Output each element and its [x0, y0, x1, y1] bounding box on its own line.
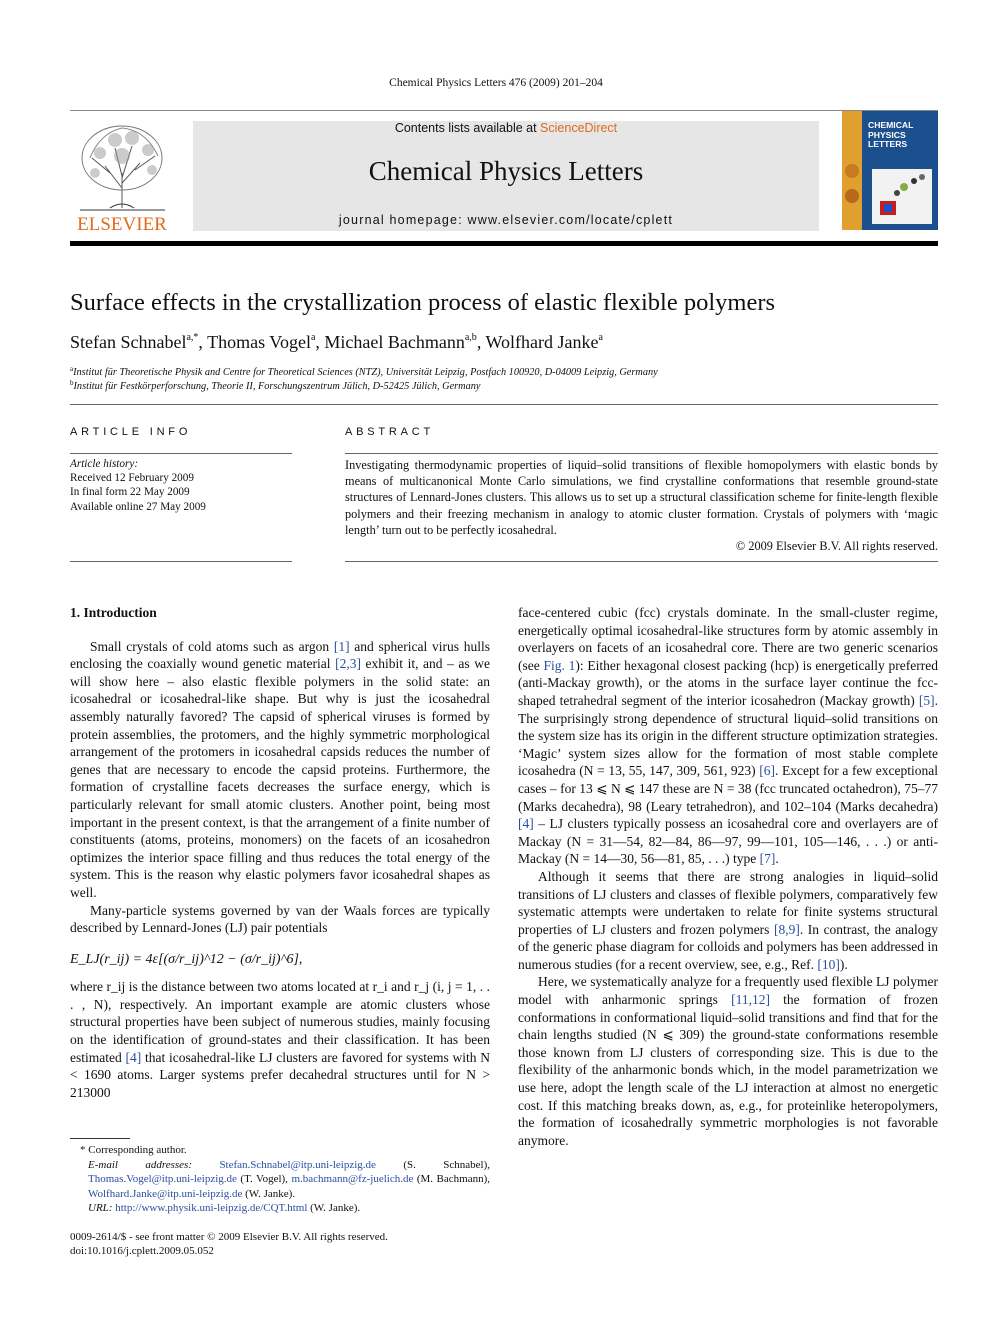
divider — [70, 453, 292, 454]
contents-line — [193, 121, 819, 135]
journal-citation: Chemical Physics Letters 476 (2009) 201–204 — [389, 77, 603, 89]
text-run: Although it seems that there are strong analogies in liquid–solid transitions of LJ clusters and classes of flexible polymers, comparatively few systematic attempts were undertaken to relate for finite systems structural properties of LJ clusters and frozen polymers — [518, 868, 938, 937]
journal-title: Chemical Physics Letters — [368, 156, 644, 186]
reference-link[interactable]: [5] — [918, 692, 935, 708]
url-link[interactable]: http://www.physik.uni-leipzig.de/CQT.html — [115, 1202, 308, 1215]
divider — [70, 404, 938, 405]
doi-line[interactable]: doi:10.1016/j.cplett.2009.05.052 — [70, 1245, 214, 1258]
text-run: Small crystals of cold atoms such as argon — [90, 638, 334, 654]
email-note — [70, 1158, 490, 1202]
online-date: Available online 27 May 2009 — [70, 500, 206, 513]
email-link[interactable]: m.bachmann@fz-juelich.de — [291, 1173, 414, 1186]
article-title: Surface effects in the crystallization process of elastic flexible polymers — [70, 289, 776, 316]
contents-prefix: Contents lists available at — [394, 121, 541, 135]
abstract-text: Investigating thermodynamic properties of liquid–solid transitions of flexible homopolymers with elastic bonds by means of multicanonical Monte Carlo simulations, we find crystalline conformations that resemble ground-state structures of Lennard-Jones clusters. This allows us to set up a structural classification scheme for finite-length flexible polymers and their freezing mechanism in analogy to atomic cluster formation. Crystals of polymers with ‘magic length’ turn out to be perfectly icosahedral. — [345, 458, 938, 537]
email-owner: (M. Bachmann), — [413, 1173, 491, 1186]
affiliation-text: Institut für Festkörperforschung, Theorie II, Forschungszentrum Jülich, D-52425 Jülich, Germany — [73, 381, 481, 392]
text-run: ). — [839, 956, 848, 972]
lj-equation: E_LJ(r_ij) = 4ε[(σ/r_ij)^12 − (σ/r_ij)^6], — [70, 951, 303, 967]
abstract-copyright: © 2009 Elsevier B.V. All rights reserved. — [735, 539, 938, 554]
reference-link[interactable]: [2,3] — [335, 656, 361, 672]
text-run: exhibit it, and – as we will show here – also elastic flexible polymers in the solid state: an icosahedral or icosahedral-like shape. But why is just the icosahedral assembly naturally favored? The capsid of spherical viruses is formed by protein assemblies, the protomers, and the highly symmetric morphological arrangement of the protomers in icosahedral capsids reduces the number of genes that are necessary to encode the capsid proteins. Furthermore, the formation of crystalline facets decreases the surface energy, which is particularly relevant for small atomic clusters. Another point, being most important in the present context, is that the arrangement of a finite number of constituents (atoms, proteins, monomers) on the facets of an icosahedron optimizes the interior space filling and thus reduces the total energy of the system. This is the reason why elastic polymers favor icosahedral shapes as well. — [70, 656, 490, 900]
url-label: URL: — [88, 1202, 113, 1215]
url-note — [70, 1201, 490, 1216]
email-label: E-mail addresses: — [88, 1158, 193, 1171]
footnotes — [70, 1143, 490, 1216]
article-history — [70, 457, 292, 514]
text-run: face-centered cubic (fcc) crystals dominate. In the small-cluster regime, energetically optimal icosahedral-like structures form by atomic assembly in overlayers on facets of an icosahedral core. There are two generic scenarios (see — [518, 605, 938, 673]
paragraph: Many-particle systems governed by van der Waals forces are typically described by Lennard-Jones (LJ) pair potentials — [70, 902, 490, 936]
author-list: Stefan Schnabel$^{a,*}$, Thomas Vogel$^a$, Michael Bachmann$^{a,b}$, Wolfhard Janke$^a$ — [70, 332, 603, 352]
reference-link[interactable]: [10] — [817, 956, 840, 972]
reference-link[interactable]: [4] — [125, 1049, 142, 1065]
elsevier-tree-icon — [70, 118, 175, 236]
text-run: . Except for a few exceptional cases – for 13 ⩽ N ⩽ 147 these are N = 38 (fcc truncated octahedron), 75–77 (Marks decahedra), 98 (Leary tetrahedron), and 102–104 (Marks decahedra) — [518, 763, 939, 814]
paragraph — [518, 973, 938, 1149]
reference-link[interactable]: [11,12] — [731, 992, 770, 1008]
journal-homepage[interactable]: journal homepage: www.elsevier.com/locate/cplett — [338, 213, 674, 227]
left-column — [70, 604, 490, 1101]
divider — [70, 561, 292, 562]
email-link[interactable]: Thomas.Vogel@itp.uni-leipzig.de — [88, 1173, 237, 1186]
received-date: Received 12 February 2009 — [70, 472, 194, 485]
reference-link[interactable]: [8,9] — [773, 921, 800, 937]
affiliation-sup: b — [70, 379, 74, 387]
affiliation — [70, 379, 938, 392]
history-label: Article history: — [70, 458, 139, 470]
reference-link[interactable]: [7] — [759, 851, 776, 867]
issn-line: 0009-2614/$ - see front matter © 2009 Elsevier B.V. All rights reserved. — [70, 1231, 388, 1243]
text-run: ): Either hexagonal closest packing (hcp) is energetically preferred (anti-Mackay growth), or the atoms in the surface layer continue the fcc-shaped tetrahedral segment of the interior icosahedron (Mackay growth) — [518, 657, 938, 708]
author-sup: a — [598, 332, 603, 343]
author-sup: a,* — [186, 332, 199, 343]
text-run: the formation of frozen conformations in conformational liquid–solid transitions and find that for the chain lengths studied (N ⩽ 309) the ground-state conformations resemble those known from LJ clusters of corresponding size. This is due to the flexibility of the anharmonic bonds which, in the model parametrization we use here, adopt the length scale of the LJ interaction at almost no energetic cost. If this matching breaks down, as, e.g., for proteinlike heteropolymers, the formation of icosahedrally symmetric morphologies is not favorable anymore. — [518, 992, 938, 1148]
paragraph — [70, 978, 490, 1101]
text-run: . The surprisingly strong dependence of structural liquid–solid transitions on the system size has its origin in the different structure optimization strategies. ‘Magic’ system sizes allow for the formation of most stable complete icosahedra (N = 13, 55, 147, 309, 561, 923) — [518, 692, 938, 779]
reference-link[interactable]: [4] — [518, 816, 534, 832]
url-owner: (W. Janke). — [307, 1202, 361, 1215]
journal-cover-image[interactable] — [842, 111, 938, 230]
section-heading: 1. Introduction — [70, 605, 157, 620]
corresponding-note: * Corresponding author. — [80, 1144, 187, 1156]
author-name: Wolfhard Janke — [485, 332, 599, 352]
text-run: Here, we systematically analyze for a frequently used flexible LJ polymer model with anharmonic springs — [518, 974, 938, 1008]
email-owner: (W. Janke). — [242, 1187, 296, 1200]
paragraph — [518, 868, 938, 974]
masthead-bottom-rule — [70, 241, 938, 246]
footnote-rule — [70, 1138, 130, 1139]
divider — [345, 561, 938, 562]
paragraph — [70, 638, 490, 902]
text-run: that icosahedral-like LJ clusters are favored for systems with N < 1690 atoms. Larger systems prefer decahedral structures until for N > 213000 — [70, 1049, 491, 1100]
text-run: – LJ clusters typically possess an icosahedral core and overlayers are of Mackay (N = 31—54, 82—84, 86—97, 99—101, 105—146, . . .) or anti-Mackay (N = 14—30, 56—81, 85, . . .) type — [518, 816, 938, 867]
affiliation-sup: a — [70, 365, 74, 373]
reference-link[interactable]: Fig. 1 — [543, 657, 576, 673]
abstract-body — [345, 457, 938, 554]
reference-link[interactable]: [1] — [333, 638, 350, 654]
author-sup: a — [310, 332, 316, 343]
email-owner: (T. Vogel), — [236, 1173, 292, 1186]
reference-link[interactable]: [6] — [759, 763, 776, 779]
front-matter — [70, 1230, 490, 1259]
text-run: where r_ij is the distance between two atoms located at r_i and r_j (i, j = 1, . . . , N), respectively. An important example are atomic clusters whose structural properties have been subject of numerous studies, mainly focusing on the identification of ground-states and their classification. It has been estimated — [70, 979, 490, 1065]
author-name: Stefan Schnabel — [70, 332, 187, 352]
elsevier-wordmark: ELSEVIER — [77, 214, 167, 235]
text-run: . — [775, 851, 779, 867]
right-column — [518, 604, 938, 1149]
affiliation — [70, 365, 938, 378]
article-info-heading: ARTICLE INFO — [70, 426, 192, 438]
text-run: and spherical virus hulls enclosing the coaxially wound genetic material — [70, 638, 490, 672]
email-link[interactable]: Wolfhard.Janke@itp.uni-leipzig.de — [88, 1187, 243, 1200]
paragraph — [518, 604, 938, 868]
divider — [345, 453, 938, 454]
cover-title: CHEMICAL PHYSICS LETTERS — [868, 120, 914, 149]
author-name: Michael Bachmann — [324, 332, 465, 352]
email-link[interactable]: Stefan.Schnabel@itp.uni-leipzig.de — [219, 1158, 376, 1171]
elsevier-logo[interactable] — [70, 118, 175, 236]
affiliation-text: Institut für Theoretische Physik and Centre for Theoretical Sciences (NTZ), Universität Leipzig, Postfach 100920, D-04009 Leipzig, Germany — [73, 367, 658, 378]
final-form-date: In final form 22 May 2009 — [70, 486, 190, 499]
cover-graphic-icon — [842, 111, 938, 230]
sciencedirect-link[interactable]: ScienceDirect — [540, 121, 618, 135]
author-sup: a,b — [464, 332, 477, 343]
masthead-top-rule — [70, 110, 938, 111]
abstract-heading: ABSTRACT — [345, 426, 435, 438]
author-name: Thomas Vogel — [207, 332, 311, 352]
text-run: . In contrast, the analogy of the generic phase diagram for colloids and polymers has been addressed in numerous studies (for a recent overview, see, e.g., Ref. — [518, 921, 938, 972]
email-owner: (S. Schnabel), — [375, 1158, 490, 1171]
